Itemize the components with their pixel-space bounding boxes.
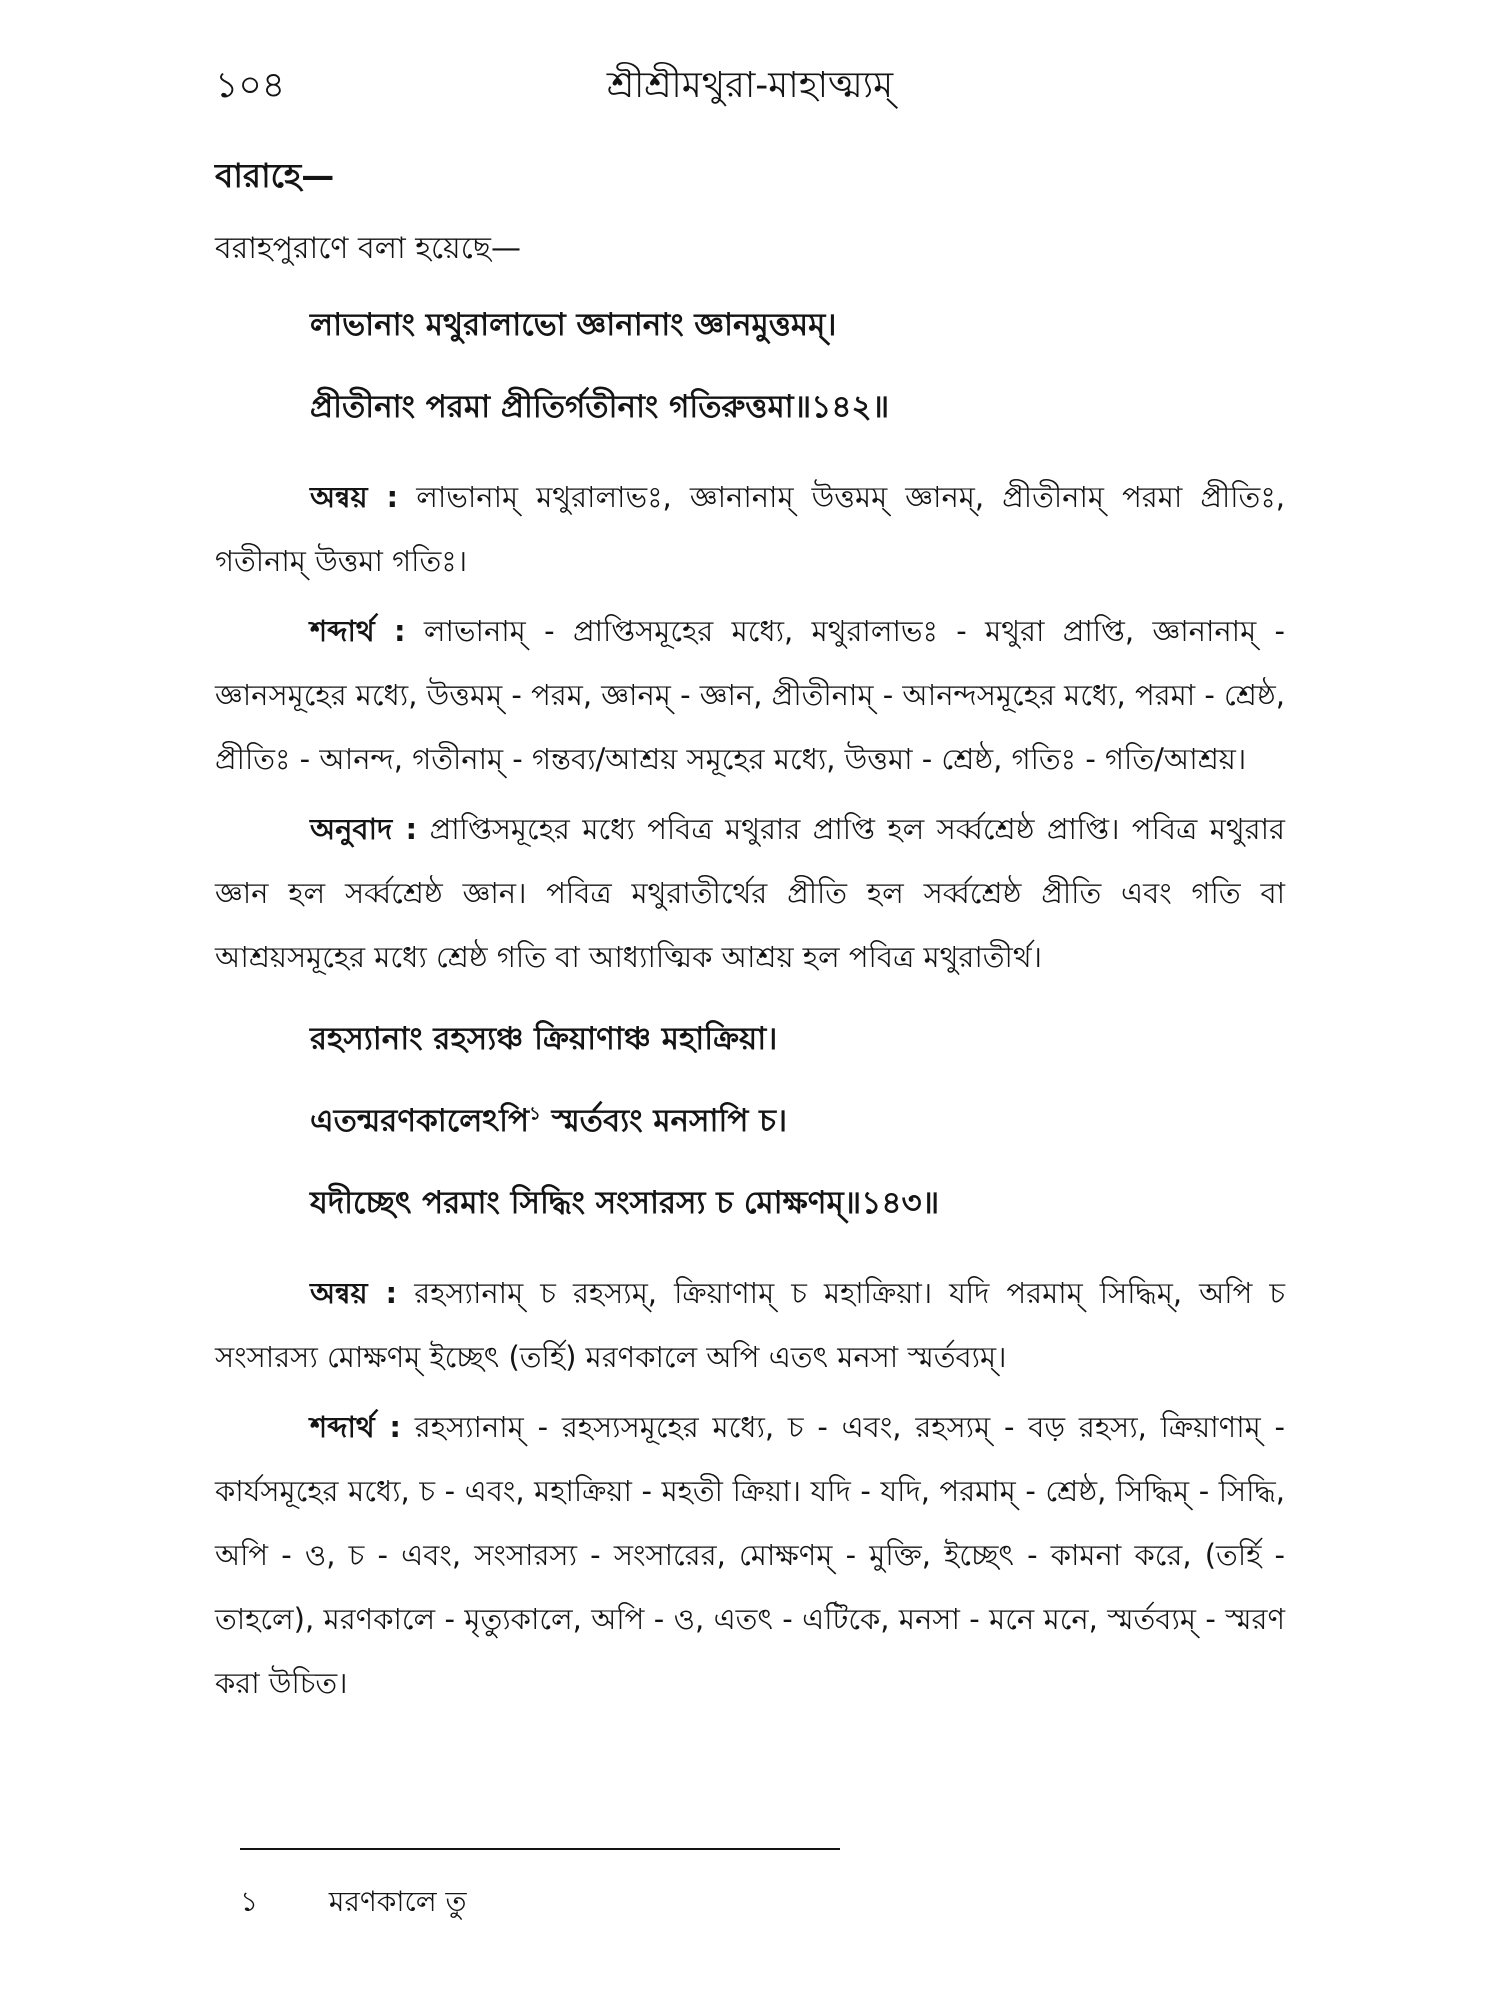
shabdartha-text: লাভানাম্ - প্রাপ্তিসমূহের মধ্যে, মথুরালাভঃ - মথুরা প্রাপ্তি, জ্ঞানানাম্ - জ্ঞানসমূহের মধ্যে, উত্তমম্ - পরম, জ্ঞানম্ - জ্ঞান, প্রীতীনাম্ - আনন্দসমূহের মধ্যে, পরমা - শ্রেষ্ঠ, প্রীতিঃ - আনন্দ, গতীনাম্ - গন্তব্য/আশ্রয় সমূহের মধ্যে, উত্তমা - শ্রেষ্ঠ, গতিঃ - গতি/আশ্রয়। [215,614,1285,776]
verse-142 [215,301,1285,435]
page-content [215,150,1285,1721]
section-heading: বারাহে— [215,156,335,195]
verse-143 [215,1015,1285,1231]
anuvad-label: অনুবাদ : [310,812,418,846]
verse-line: রহস্যানাং রহস্যঞ্চ ক্রিয়াণাঞ্চ মহাক্রিয়া। [310,1021,778,1057]
intro-line: বরাহপুরাণে বলা হয়েছে— [215,231,521,266]
anuvad-paragraph [215,797,1285,989]
footnote-divider [240,1848,840,1850]
anvaya-paragraph [215,465,1285,593]
footnote-reference: ১ [529,1103,541,1125]
footnote [240,1880,467,1927]
verse-text: স্মর্তব্যং মনসাপি চ। [540,1103,788,1139]
page-number: ১০৪ [215,65,286,106]
verse-line: লাভানাং মথুরালাভো জ্ঞানানাং জ্ঞানমুত্তমম্। [310,307,837,343]
footnote-text: মরণকালে তু [328,1885,467,1918]
shabdartha-label: শব্দার্থ : [310,1410,401,1444]
anvaya-label: অন্বয় : [310,480,399,514]
shabdartha-text: রহস্যানাম্ - রহস্যসমূহের মধ্যে, চ - এবং, রহস্যম্ - বড় রহস্য, ক্রিয়াণাম্ - কার্যসমূহের মধ্যে, চ - এবং, মহাক্রিয়া - মহতী ক্রিয়া। যদি - যদি, পরমাম্ - শ্রেষ্ঠ, সিদ্ধিম্ - সিদ্ধি, অপি - ও, চ - এবং, সংসারস্য - সংসারের, মোক্ষণম্ - মুক্তি, ইচ্ছেৎ - কামনা করে, (তর্হি - তাহলে), মরণকালে - মৃত্যুকালে, অপি - ও, এতৎ - এটিকে, মনসা - মনে মনে, স্মর্তব্যম্ - স্মরণ করা উচিত। [215,1410,1285,1700]
anvaya-text: লাভানাম্ মথুরালাভঃ, জ্ঞানানাম্ উত্তমম্ জ্ঞানম্, প্রীতীনাম্ পরমা প্রীতিঃ, গতীনাম্ উত্তমা গতিঃ। [215,480,1285,578]
footnote-mark: ১ [240,1885,259,1918]
anvaya-label: অন্বয় : [310,1276,398,1310]
anvaya-paragraph [215,1261,1285,1389]
verse-text: এতন্মরণকালেঽপি [310,1103,530,1139]
verse-line [310,1097,1285,1149]
shabdartha-paragraph [215,1395,1285,1715]
anvaya-text: রহস্যানাম্ চ রহস্যম্, ক্রিয়াণাম্ চ মহাক্রিয়া। যদি পরমাম্ সিদ্ধিম্, অপি চ সংসারস্য মোক্ষণম্ ইচ্ছেৎ (তর্হি) মরণকালে অপি এতৎ মনসা স্মর্তব্যম্। [215,1276,1285,1374]
shabdartha-label: শব্দার্থ : [310,614,406,648]
anuvad-text: প্রাপ্তিসমূহের মধ্যে পবিত্র মথুরার প্রাপ্তি হল সর্ব্বশ্রেষ্ঠ প্রাপ্তি। পবিত্র মথুরার জ্ঞান হল সর্ব্বশ্রেষ্ঠ জ্ঞান। পবিত্র মথুরাতীর্থের প্রীতি হল সর্ব্বশ্রেষ্ঠ প্রীতি এবং গতি বা আশ্রয়সমূহের মধ্যে শ্রেষ্ঠ গতি বা আধ্যাত্মিক আশ্রয় হল পবিত্র মথুরাতীর্থ। [215,812,1285,974]
verse-line: যদীচ্ছেৎ পরমাং সিদ্ধিং সংসারস্য চ মোক্ষণম্॥১৪৩॥ [310,1185,940,1221]
verse-line: প্রীতীনাং পরমা প্রীতির্গতীনাং গতিরুত্তমা॥১৪২॥ [310,389,890,425]
shabdartha-paragraph [215,599,1285,791]
page-header [215,58,1285,118]
running-title: শ্রীশ্রীমথুরা-মাহাত্ম্যম্ [606,65,894,106]
